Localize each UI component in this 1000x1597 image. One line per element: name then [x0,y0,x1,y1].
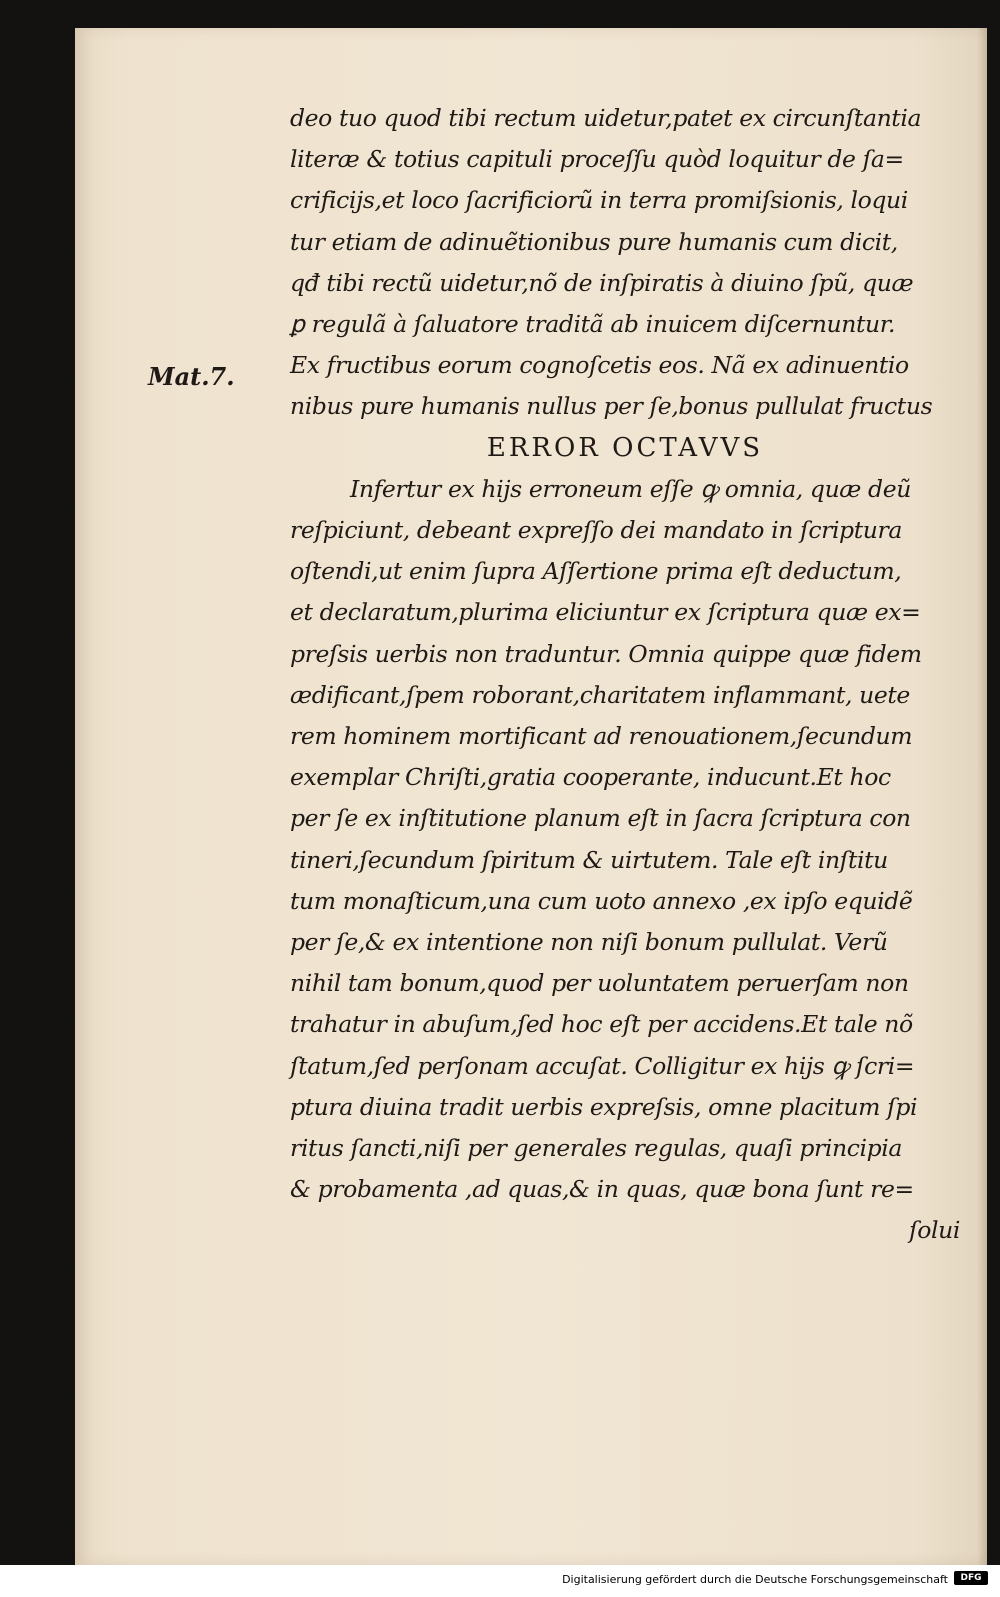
text-line: per ſe ex inſtitutione planum eſt in ſacra ſcriptura con [290,804,911,833]
dfg-logo-icon: DFG [954,1571,988,1585]
section-heading: ERROR OCTAVVS [486,432,764,463]
text-line: Ex fructibus eorum cognoſcetis eos. Nã ex adinuentio [290,351,909,380]
text-line: et declaratum,plurima eliciuntur ex ſcriptura quæ ex= [290,598,921,627]
text-line: oſtendi,ut enim ſupra Aſſertione prima eſt deductum, [290,557,902,586]
text-line: ſtatum,ſed perſonam accuſat. Colligitur ex hijs ꝙ ſcri= [290,1051,915,1080]
main-text [290,98,970,1252]
text-line: nihil tam bonum,quod per uoluntatem peruerſam non [290,969,909,998]
text-line: crificijs,et loco ſacrificiorũ in terra promiſsionis, loqui [290,186,908,215]
text-line: nibus pure humanis nullus per ſe,bonus pullulat fructus [290,392,933,421]
catchword: ſolui [908,1216,960,1245]
text-line: tineri,ſecundum ſpiritum & uirtutem. Tale eſt inſtitu [290,845,888,874]
footer-bar [0,1565,1000,1597]
text-line: per ſe,& ex intentione non niſi bonum pullulat. Verũ [290,928,888,957]
text-line: ritus ſancti,niſi per generales regulas, quaſi principia [290,1134,902,1163]
text-line: qđ tibi rectũ uidetur,nõ de inſpiratis à diuino ſpũ, quæ [290,268,914,297]
text-line: ædificant,ſpem roborant,charitatem inflammant, uete [290,680,910,709]
text-line: tum monaſticum,una cum uoto annexo ,ex ipſo equidẽ [290,886,913,915]
text-line: Infertur ex hijs erroneum eſſe ꝙ omnia, quæ deũ [350,474,911,503]
text-line: exemplar Chriſti,gratia cooperante, inducunt.Et hoc [290,763,891,792]
text-line: tur etiam de adinuẽtionibus pure humanis cum dicit, [290,227,898,256]
text-line: deo tuo quod tibi rectum uidetur,patet ex circunſtantia [290,104,922,132]
text-line: ꝑ regulã à ſaluatore traditã ab inuicem diſcernuntur. [290,310,896,339]
text-line: rem hominem mortificant ad renouationem,ſecundum [290,722,913,751]
margin-note: Mat.7. [148,362,235,391]
text-line: & probamenta ,ad quas,& in quas, quæ bona ſunt re= [290,1175,914,1204]
text-line: literæ & totius capituli proceſſu quòd loquitur de ſa= [290,145,904,174]
page-edge-shadow [977,28,987,1565]
text-line: trahatur in abuſum,ſed hoc eſt per accidens.Et tale nõ [290,1010,913,1039]
text-line: ptura diuina tradit uerbis expreſsis, omne placitum ſpi [290,1092,918,1121]
funding-credit: Digitalisierung gefördert durch die Deutsche Forschungsgemeinschaft [562,1573,948,1586]
text-line: preſsis uerbis non traduntur. Omnia quippe quæ fidem [290,639,922,668]
text-line: reſpiciunt, debeant expreſſo dei mandato in ſcriptura [290,516,902,545]
